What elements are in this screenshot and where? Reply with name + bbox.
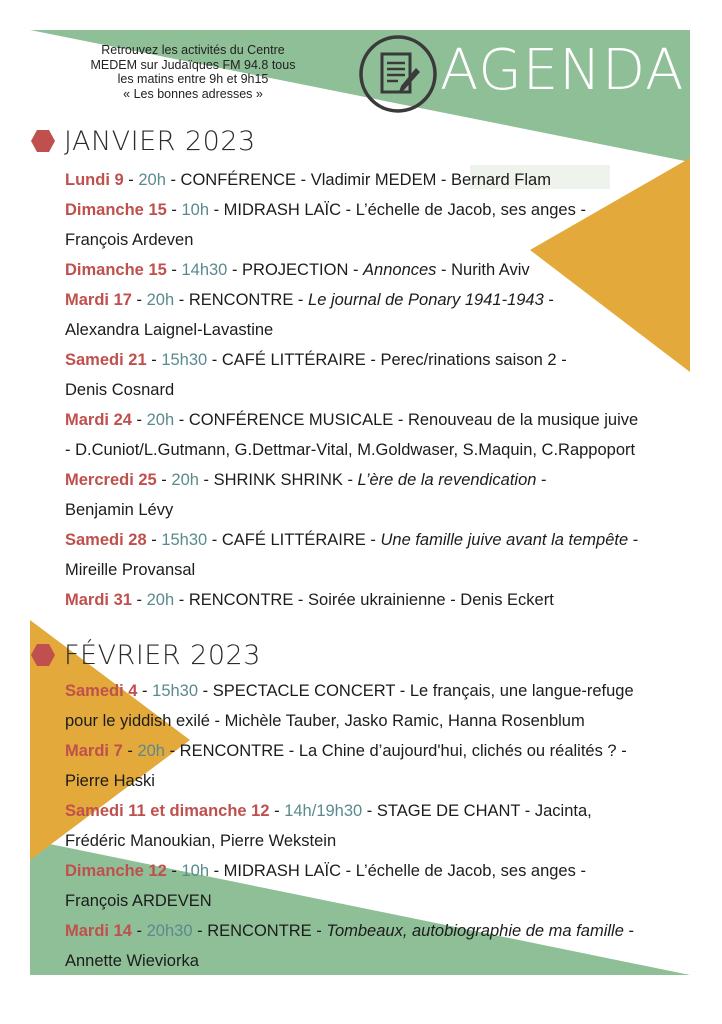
separator: - bbox=[166, 201, 182, 219]
separator: - bbox=[311, 922, 327, 940]
event-type: MIDRASH LAÏC bbox=[223, 201, 342, 219]
event-type: CAFÉ LITTÉRAIRE bbox=[221, 351, 366, 369]
event-time: 20h bbox=[146, 411, 175, 429]
separator: - bbox=[192, 922, 208, 940]
event-time: 20h bbox=[146, 291, 175, 309]
radio-info bbox=[62, 43, 324, 101]
separator: - bbox=[623, 922, 634, 940]
separator: - bbox=[209, 201, 224, 219]
event-title-cont: pour le yiddish exilé bbox=[65, 712, 210, 730]
event-title: L’échelle de Jacob, ses anges bbox=[355, 201, 576, 219]
event-time: 20h bbox=[171, 471, 199, 489]
event-title-cont: Frédéric Manoukian, Pierre Wekstein bbox=[65, 832, 337, 850]
separator: - bbox=[436, 171, 452, 189]
event-speaker: Mireille Provansal bbox=[65, 561, 196, 579]
separator: - bbox=[174, 411, 189, 429]
event-title: Soirée ukrainienne bbox=[308, 591, 446, 609]
event-title: Jacinta, bbox=[534, 802, 592, 820]
event-item bbox=[65, 736, 705, 796]
event-speaker: - D.Cuniot/L.Gutmann, G.Dettmar-Vital, M.Goldwaser, S.Maquin, C.Rappoport bbox=[65, 441, 636, 459]
info-line: les matins entre 9h et 9h15 bbox=[117, 72, 269, 86]
event-title: La Chine d’aujourd'hui, clichés ou réalités ? bbox=[298, 742, 617, 760]
event-type: RENCONTRE bbox=[188, 591, 294, 609]
event-day: Mardi 31 bbox=[65, 591, 132, 609]
separator: - bbox=[543, 291, 554, 309]
separator: - bbox=[556, 351, 567, 369]
event-time: 20h bbox=[138, 171, 166, 189]
separator: - bbox=[146, 351, 162, 369]
event-title: Renouveau de la musique juive bbox=[407, 411, 639, 429]
separator: - bbox=[207, 351, 222, 369]
separator: - bbox=[293, 291, 309, 309]
document-pen-icon bbox=[356, 32, 440, 116]
separator: - bbox=[628, 531, 639, 549]
month-label: FÉVRIER 2023 bbox=[64, 639, 261, 671]
event-speaker: Pierre Haski bbox=[65, 772, 155, 790]
info-line: « Les bonnes adresses » bbox=[123, 86, 263, 101]
event-time: 15h30 bbox=[152, 682, 199, 700]
event-item bbox=[65, 195, 705, 255]
event-title: Tombeaux, autobiographie de ma famille bbox=[326, 922, 624, 940]
separator: - bbox=[445, 591, 461, 609]
separator: - bbox=[362, 802, 377, 820]
event-day: Dimanche 15 bbox=[65, 261, 167, 279]
event-line-2 bbox=[65, 706, 705, 736]
separator: - bbox=[137, 682, 153, 700]
event-day: Mardi 7 bbox=[65, 742, 123, 760]
info-line: MEDEM sur Judaïques FM 94.8 tous bbox=[90, 57, 296, 72]
event-type: SHRINK SHRINK bbox=[213, 471, 343, 489]
event-time: 10h bbox=[181, 201, 209, 219]
event-item bbox=[65, 796, 705, 856]
separator: - bbox=[123, 171, 139, 189]
separator: - bbox=[164, 742, 180, 760]
event-time: 20h bbox=[146, 591, 175, 609]
event-day: Mercredi 25 bbox=[65, 471, 157, 489]
event-day: Dimanche 15 bbox=[65, 201, 167, 219]
event-title: L’ère de la revendication bbox=[357, 471, 537, 489]
event-line-2 bbox=[65, 826, 705, 856]
month-header-february bbox=[30, 638, 261, 672]
event-type: CONFÉRENCE MUSICALE bbox=[188, 411, 394, 429]
separator: - bbox=[198, 682, 213, 700]
separator: - bbox=[436, 261, 452, 279]
separator: - bbox=[269, 802, 285, 820]
event-day: Samedi 11 et dimanche 12 bbox=[65, 802, 270, 820]
event-item bbox=[65, 916, 705, 976]
event-day: Dimanche 12 bbox=[65, 862, 167, 880]
event-title: Une famille juive avant la tempête bbox=[380, 531, 629, 549]
separator: - bbox=[227, 261, 243, 279]
event-title: Le journal de Ponary 1941-1943 bbox=[308, 291, 544, 309]
event-speaker: Denis Cosnard bbox=[65, 381, 175, 399]
event-speaker: Alexandra Laignel-Lavastine bbox=[65, 321, 274, 339]
separator: - bbox=[131, 591, 147, 609]
separator: - bbox=[575, 862, 586, 880]
separator: - bbox=[198, 471, 214, 489]
separator: - bbox=[342, 471, 358, 489]
month-header-january bbox=[30, 124, 256, 158]
event-type: CAFÉ LITTÉRAIRE bbox=[221, 531, 366, 549]
event-item bbox=[65, 255, 705, 285]
event-type: RENCONTRE bbox=[207, 922, 312, 940]
separator: - bbox=[395, 682, 410, 700]
event-type: RENCONTRE bbox=[188, 291, 294, 309]
separator: - bbox=[616, 742, 627, 760]
separator: - bbox=[207, 531, 222, 549]
separator: - bbox=[341, 201, 356, 219]
separator: - bbox=[296, 171, 311, 189]
separator: - bbox=[174, 291, 189, 309]
february-events bbox=[65, 676, 705, 976]
separator: - bbox=[122, 742, 138, 760]
event-time: 20h bbox=[137, 742, 165, 760]
event-time: 10h bbox=[181, 862, 209, 880]
event-day: Mardi 17 bbox=[65, 291, 132, 309]
separator: - bbox=[131, 922, 147, 940]
event-item bbox=[65, 585, 705, 615]
separator: - bbox=[536, 471, 547, 489]
event-title: Le français, une langue-refuge bbox=[409, 682, 634, 700]
event-item bbox=[65, 345, 705, 405]
event-title: Perec/rinations saison 2 bbox=[380, 351, 557, 369]
separator: - bbox=[348, 261, 364, 279]
separator: - bbox=[575, 201, 586, 219]
separator: - bbox=[166, 862, 182, 880]
event-day: Mardi 14 bbox=[65, 922, 132, 940]
event-item bbox=[65, 285, 705, 345]
hexagon-icon bbox=[30, 129, 56, 153]
event-day: Samedi 21 bbox=[65, 351, 147, 369]
separator: - bbox=[174, 591, 189, 609]
event-speaker: Annette Wieviorka bbox=[65, 952, 199, 970]
separator: - bbox=[156, 471, 172, 489]
event-speaker: François ARDEVEN bbox=[65, 892, 212, 910]
separator: - bbox=[209, 862, 224, 880]
event-speaker: Denis Eckert bbox=[460, 591, 554, 609]
event-item bbox=[65, 525, 705, 585]
event-speaker: Bernard Flam bbox=[451, 171, 551, 189]
separator: - bbox=[131, 291, 147, 309]
january-events bbox=[65, 165, 705, 615]
event-day: Samedi 4 bbox=[65, 682, 138, 700]
separator: - bbox=[284, 742, 299, 760]
info-line: Retrouvez les activités du Centre bbox=[101, 43, 285, 57]
event-time: 14h/19h30 bbox=[284, 802, 363, 820]
event-speaker: François Ardeven bbox=[65, 231, 194, 249]
event-item bbox=[65, 676, 705, 736]
event-type: STAGE DE CHANT bbox=[376, 802, 521, 820]
event-speaker: Michèle Tauber, Jasko Ramic, Hanna Rosenblum bbox=[224, 712, 585, 730]
separator: - bbox=[341, 862, 356, 880]
event-speaker: Nurith Aviv bbox=[451, 261, 530, 279]
separator: - bbox=[365, 531, 381, 549]
event-day: Samedi 28 bbox=[65, 531, 147, 549]
event-type: CONFÉRENCE bbox=[180, 171, 297, 189]
separator: - bbox=[393, 411, 408, 429]
separator: - bbox=[165, 171, 181, 189]
separator: - bbox=[293, 591, 309, 609]
event-type: RENCONTRE bbox=[179, 742, 285, 760]
event-item bbox=[65, 405, 705, 465]
hexagon-icon bbox=[30, 643, 56, 667]
separator: - bbox=[166, 261, 182, 279]
event-type: SPECTACLE CONCERT bbox=[212, 682, 396, 700]
separator: - bbox=[131, 411, 147, 429]
event-type: PROJECTION bbox=[242, 261, 349, 279]
separator: - bbox=[209, 712, 225, 730]
separator: - bbox=[146, 531, 162, 549]
separator: - bbox=[365, 351, 381, 369]
event-title: L’échelle de Jacob, ses anges bbox=[355, 862, 576, 880]
event-item bbox=[65, 465, 705, 525]
event-title: Annonces bbox=[363, 261, 437, 279]
event-time: 20h30 bbox=[146, 922, 193, 940]
event-type: MIDRASH LAÏC bbox=[223, 862, 342, 880]
event-title: Vladimir MEDEM bbox=[310, 171, 437, 189]
event-time: 15h30 bbox=[161, 531, 208, 549]
event-item bbox=[65, 165, 705, 195]
event-time: 14h30 bbox=[181, 261, 228, 279]
separator: - bbox=[520, 802, 535, 820]
event-speaker: Benjamin Lévy bbox=[65, 501, 174, 519]
agenda-title: AGENDA bbox=[440, 38, 685, 103]
month-label: JANVIER 2023 bbox=[64, 125, 256, 157]
event-day: Mardi 24 bbox=[65, 411, 132, 429]
event-day: Lundi 9 bbox=[65, 171, 124, 189]
event-item bbox=[65, 856, 705, 916]
event-time: 15h30 bbox=[161, 351, 208, 369]
